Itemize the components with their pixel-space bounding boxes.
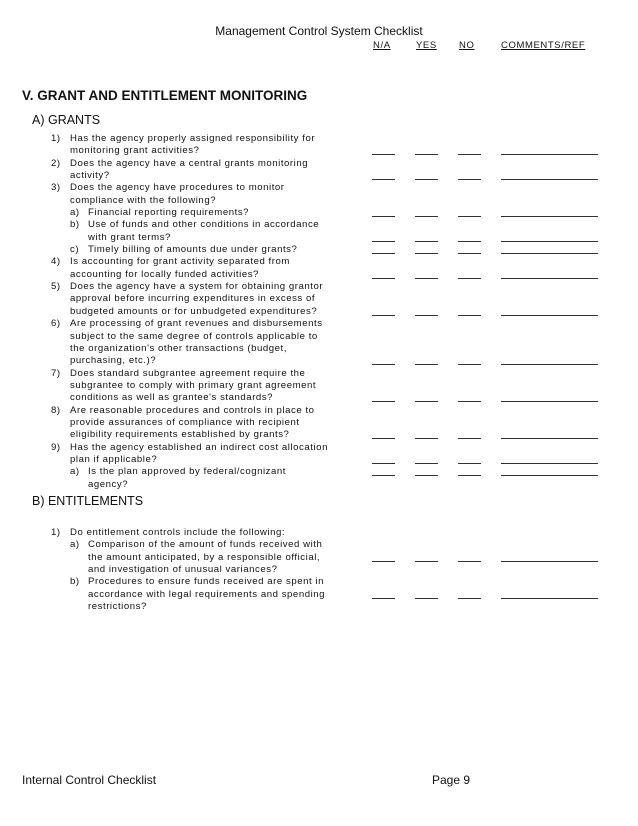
grants-row <box>0 182 638 194</box>
comments-answer-blank[interactable] <box>501 438 598 439</box>
no-answer-blank[interactable] <box>458 278 481 279</box>
grants-row <box>0 281 638 293</box>
question-text: and investigation of unusual variances? <box>88 564 278 576</box>
no-answer-blank[interactable] <box>458 598 481 599</box>
grants-row <box>0 318 638 330</box>
grants-row <box>0 158 638 170</box>
item-number: 8) <box>51 404 61 416</box>
question-text: the organization's other transactions (budget, <box>70 342 287 354</box>
na-answer-blank[interactable] <box>372 315 395 316</box>
question-text: Are reasonable procedures and controls in place to <box>70 404 315 416</box>
no-answer-blank[interactable] <box>458 364 481 365</box>
question-text: accounting for locally funded activities? <box>70 268 259 280</box>
question-text: purchasing, etc.)? <box>70 355 157 367</box>
grants-row <box>0 355 638 367</box>
column-header-no: NO <box>459 40 475 51</box>
question-text: with grant terms? <box>88 231 171 243</box>
entitlements-row <box>0 552 638 564</box>
yes-answer-blank[interactable] <box>415 241 438 242</box>
yes-answer-blank[interactable] <box>415 154 438 155</box>
no-answer-blank[interactable] <box>458 463 481 464</box>
yes-answer-blank[interactable] <box>415 561 438 562</box>
yes-answer-blank[interactable] <box>415 253 438 254</box>
grants-row <box>0 466 638 478</box>
entitlements-row <box>0 539 638 551</box>
question-text: Has the agency established an indirect cost allocation <box>70 441 328 453</box>
yes-answer-blank[interactable] <box>415 278 438 279</box>
sub-item-label: b) <box>70 219 80 231</box>
no-answer-blank[interactable] <box>458 216 481 217</box>
yes-answer-blank[interactable] <box>415 475 438 476</box>
question-text: subgrantee to comply with primary grant agreement <box>70 379 317 391</box>
entitlements-row <box>0 576 638 588</box>
question-text: approval before incurring expenditures in excess of <box>70 293 316 305</box>
comments-answer-blank[interactable] <box>501 561 598 562</box>
question-text: the amount anticipated, by a responsible official, <box>88 551 321 563</box>
grants-row <box>0 405 638 417</box>
no-answer-blank[interactable] <box>458 241 481 242</box>
comments-answer-blank[interactable] <box>501 253 598 254</box>
question-text: Does standard subgrantee agreement require the <box>70 367 306 379</box>
question-text: Financial reporting requirements? <box>88 207 250 219</box>
entitlements-title: B) ENTITLEMENTS <box>32 494 144 508</box>
no-answer-blank[interactable] <box>458 401 481 402</box>
footer-left: Internal Control Checklist <box>22 773 157 787</box>
question-text: compliance with the following? <box>70 194 217 206</box>
document-title: Management Control System Checklist <box>215 24 423 38</box>
grants-row <box>0 293 638 305</box>
na-answer-blank[interactable] <box>372 216 395 217</box>
grants-row <box>0 219 638 231</box>
comments-answer-blank[interactable] <box>501 154 598 155</box>
yes-answer-blank[interactable] <box>415 463 438 464</box>
question-text: Are processing of grant revenues and disbursements <box>70 318 323 330</box>
question-text: Does the agency have a central grants monitoring <box>70 157 309 169</box>
na-answer-blank[interactable] <box>372 475 395 476</box>
comments-answer-blank[interactable] <box>501 401 598 402</box>
question-text: Is accounting for grant activity separated from <box>70 256 290 268</box>
na-answer-blank[interactable] <box>372 561 395 562</box>
question-text: budgeted amounts or for unbudgeted expenditures? <box>70 305 318 317</box>
question-text: Procedures to ensure funds received are spent in <box>88 576 324 588</box>
question-text: Has the agency properly assigned responsibility for <box>70 133 316 144</box>
question-text: agency? <box>88 478 129 490</box>
question-text: Timely billing of amounts due under grants? <box>88 244 298 256</box>
na-answer-blank[interactable] <box>372 253 395 254</box>
grants-items <box>0 133 638 491</box>
grants-row <box>0 269 638 281</box>
sub-item-label: a) <box>70 539 80 551</box>
yes-answer-blank[interactable] <box>415 216 438 217</box>
grants-row <box>0 232 638 244</box>
grants-row <box>0 368 638 380</box>
question-text: subject to the same degree of controls applicable to <box>70 330 318 342</box>
item-number: 9) <box>51 441 61 453</box>
question-text: Is the plan approved by federal/cognizant <box>88 466 287 478</box>
grants-row <box>0 207 638 219</box>
sub-item-label: a) <box>70 207 80 219</box>
sub-item-label: c) <box>70 244 80 256</box>
entitlements-items <box>0 527 638 613</box>
no-answer-blank[interactable] <box>458 561 481 562</box>
comments-answer-blank[interactable] <box>501 216 598 217</box>
question-text: plan if applicable? <box>70 453 158 465</box>
question-text: conditions as well as grantee's standards? <box>70 392 274 404</box>
item-number: 1) <box>51 527 61 538</box>
no-answer-blank[interactable] <box>458 438 481 439</box>
item-number: 6) <box>51 318 61 330</box>
grants-row <box>0 479 638 491</box>
sub-item-label: b) <box>70 576 80 588</box>
entitlements-row <box>0 564 638 576</box>
entitlements-row <box>0 527 638 539</box>
question-text: provide assurances of compliance with recipient <box>70 416 300 428</box>
comments-answer-blank[interactable] <box>501 179 598 180</box>
na-answer-blank[interactable] <box>372 364 395 365</box>
comments-answer-blank[interactable] <box>501 278 598 279</box>
yes-answer-blank[interactable] <box>415 598 438 599</box>
question-text: Do entitlement controls include the following: <box>70 527 286 538</box>
comments-answer-blank[interactable] <box>501 463 598 464</box>
grants-row <box>0 244 638 256</box>
question-text: accordance with legal requirements and spending <box>88 588 326 600</box>
question-text: activity? <box>70 170 110 182</box>
no-answer-blank[interactable] <box>458 253 481 254</box>
no-answer-blank[interactable] <box>458 154 481 155</box>
question-text: eligibility requirements established by grants? <box>70 429 290 441</box>
grants-row <box>0 195 638 207</box>
yes-answer-blank[interactable] <box>415 364 438 365</box>
yes-answer-blank[interactable] <box>415 438 438 439</box>
question-text: Comparison of the amount of funds received with <box>88 539 323 551</box>
question-text: monitoring grant activities? <box>70 145 200 157</box>
yes-answer-blank[interactable] <box>415 179 438 180</box>
na-answer-blank[interactable] <box>372 463 395 464</box>
question-text: Use of funds and other conditions in accordance <box>88 219 320 231</box>
grants-row <box>0 256 638 268</box>
sub-item-label: a) <box>70 466 80 478</box>
no-answer-blank[interactable] <box>458 475 481 476</box>
item-number: 5) <box>51 281 61 293</box>
grants-row <box>0 454 638 466</box>
na-answer-blank[interactable] <box>372 179 395 180</box>
item-number: 2) <box>51 157 61 169</box>
grants-row <box>0 133 638 145</box>
item-number: 3) <box>51 182 61 194</box>
entitlements-row <box>0 589 638 601</box>
question-text: Does the agency have procedures to monitor <box>70 182 285 194</box>
comments-answer-blank[interactable] <box>501 315 598 316</box>
comments-answer-blank[interactable] <box>501 475 598 476</box>
na-answer-blank[interactable] <box>372 278 395 279</box>
comments-answer-blank[interactable] <box>501 598 598 599</box>
entitlements-row <box>0 601 638 613</box>
grants-row <box>0 331 638 343</box>
grants-row <box>0 392 638 404</box>
na-answer-blank[interactable] <box>372 401 395 402</box>
grants-title: A) GRANTS <box>32 113 101 127</box>
comments-answer-blank[interactable] <box>501 364 598 365</box>
no-answer-blank[interactable] <box>458 179 481 180</box>
item-number: 7) <box>51 367 61 379</box>
footer-page-number: Page 9 <box>432 773 471 787</box>
na-answer-blank[interactable] <box>372 598 395 599</box>
yes-answer-blank[interactable] <box>415 315 438 316</box>
column-header-yes: YES <box>416 40 437 51</box>
section-title: V. GRANT AND ENTITLEMENT MONITORING <box>22 88 308 103</box>
grants-row <box>0 170 638 182</box>
na-answer-blank[interactable] <box>372 241 395 242</box>
grants-row <box>0 306 638 318</box>
grants-row <box>0 429 638 441</box>
column-header-na: N/A <box>373 40 391 51</box>
question-text: restrictions? <box>88 601 147 613</box>
na-answer-blank[interactable] <box>372 154 395 155</box>
comments-answer-blank[interactable] <box>501 241 598 242</box>
grants-row <box>0 417 638 429</box>
item-number: 4) <box>51 256 61 268</box>
item-number: 1) <box>51 133 61 144</box>
no-answer-blank[interactable] <box>458 315 481 316</box>
grants-row <box>0 380 638 392</box>
grants-row <box>0 442 638 454</box>
yes-answer-blank[interactable] <box>415 401 438 402</box>
grants-row <box>0 343 638 355</box>
question-text: Does the agency have a system for obtaining grantor <box>70 281 324 293</box>
na-answer-blank[interactable] <box>372 438 395 439</box>
grants-row <box>0 145 638 157</box>
column-header-comments: COMMENTS/REF <box>501 40 586 51</box>
